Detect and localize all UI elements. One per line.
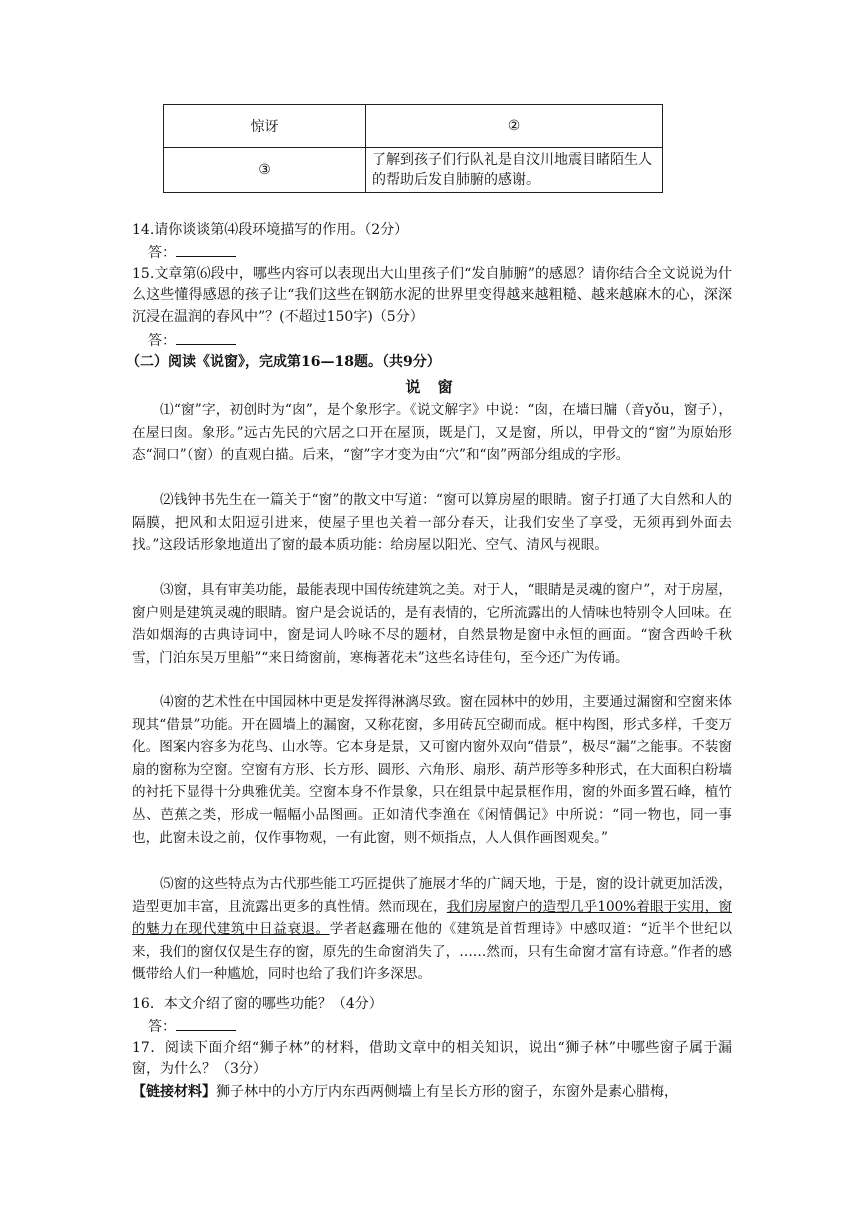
- answer-label: 答：: [148, 333, 176, 349]
- link-material-label: 【链接材料】: [132, 1084, 216, 1100]
- paragraph-5: [132, 873, 732, 986]
- question-16: 16．本文介绍了窗的哪些功能？（4分）: [132, 996, 383, 1012]
- paragraph-3: ⑶窗，具有审美功能，最能表现中国传统建筑之美。对于人，“眼睛是灵魂的窗户”，对于房屋，窗户则是建筑灵魂的眼睛。窗户是会说话的，是有表情的，它所流露出的人情味也特别令人回味。在浩如烟海的古典诗词中，窗是词人吟咏不尽的题材，自然景物是窗中永恒的画面。“窗含西岭千秋雪，门泊东吴万里船”“来日绮窗前，寒梅著花未”这些名诗佳句，至今还广为传诵。: [132, 582, 732, 666]
- table-cell: ③: [164, 148, 366, 193]
- table-row: [164, 105, 663, 148]
- answer-16: [148, 1016, 748, 1038]
- answer-14: [148, 242, 748, 264]
- link-material: [132, 1082, 732, 1103]
- table-cell: 惊讶: [164, 105, 366, 148]
- answer-blank: [176, 330, 236, 345]
- section-heading: （二）阅读《说窗》，完成第16—18题。（共9分）: [126, 354, 441, 370]
- article-title: 说 窗: [405, 378, 459, 396]
- underlined-sentence: 我们房屋窗户的造型几乎100%着眼于实用，窗的魅力在现代建筑中日益衰退。: [132, 898, 732, 938]
- table-cell: 了解到孩子们行队礼是自汶川地震目睹陌生人的帮助后发自肺腑的感谢。: [366, 148, 663, 193]
- link-material-text: 狮子林中的小方厅内东西两侧墙上有呈长方形的窗子，东窗外是素心腊梅，: [216, 1084, 678, 1100]
- table-row: [164, 148, 663, 193]
- answer-blank: [176, 1016, 236, 1031]
- paragraph-5-part-1: ⑸窗的这些特点为古代那些能工巧匠提供了施展才华的广阔天地，于是，窗的设计就更加活泼，造型更加丰富，且流露出更多的真性情。然而现在，: [132, 876, 732, 915]
- question-14: 14.请你谈谈第⑷段环境描写的作用。（2分）: [132, 222, 409, 238]
- paragraph-1: ⑴“窗”字，初创时为“囱”，是个象形字。《说文解字》中说：“囱，在墙曰牖（音yǒu，窗子），在屋曰囱。象形。”远古先民的穴居之口开在屋顶，既是门，又是窗，所以，甲骨文的“窗”为原始形态“洞口”（窗）的直观白描。后来，“窗”字才变为由“穴”和“囱”两部分组成的字形。: [132, 402, 732, 464]
- answer-blank: [176, 242, 236, 257]
- paragraph-4: ⑷窗的艺术性在中国园林中更是发挥得淋漓尽致。窗在园林中的妙用，主要通过漏窗和空窗来体现其“借景”功能。开在圆墙上的漏窗，又称花窗，多用砖瓦空砌而成。框中构图，形式多样，千变万化。图案内容多为花鸟、山水等。它本身是景，又可窗内窗外双向“借景”，极尽“漏”之能事。不装窗扇的窗称为空窗。空窗有方形、长方形、圆形、六角形、扇形、葫芦形等多种形式，在大面积白粉墙的衬托下显得十分典雅优美。空窗本身不作景象，只在组景中起景框作用，窗的外面多置石峰，植竹丛、芭蕉之类，形成一幅幅小品图画。正如清代李渔在《闲情偶记》中所说：“同一物也，同一事也，此窗未设之前，仅作事物观，一有此窗，则不烦指点，人人俱作画图观矣。”: [132, 694, 732, 846]
- paragraph-5-part-2: 学者赵鑫珊在他的《建筑是首哲理诗》中感叹道：“近半个世纪以来，我们的窗仅仅是生存的窗，原先的生命窗消失了，……然而，只有生命窗才富有诗意。”作者的感慨带给人们一种尴尬，同时也给了我们许多深思。: [132, 921, 732, 983]
- paragraph-2: ⑵钱钟书先生在一篇关于“窗”的散文中写道：“窗可以算房屋的眼睛。窗子打通了大自然和人的隔膜，把风和太阳逗引进来，使屋子里也关着一部分春天，让我们安坐了享受，无须再到外面去找。”这段话形象地道出了窗的最本质功能：给房屋以阳光、空气、清风与视眼。: [132, 492, 732, 554]
- answer-15: [148, 330, 748, 352]
- answer-label: 答：: [148, 1019, 176, 1035]
- question-15: 15.文章第⑹段中，哪些内容可以表现出大山里孩子们“发自肺腑”的感恩？请你结合全文说说为什么这些懂得感恩的孩子让“我们这些在钢筋水泥的世界里变得越来越粗糙、越来越麻木的心，深深沉浸在温润的春风中”？(不超过150字)（5分）: [132, 266, 732, 325]
- question-17: 17．阅读下面介绍“狮子林”的材料，借助文章中的相关知识，说出“狮子林”中哪些窗子属于漏窗，为什么？（3分）: [132, 1040, 732, 1078]
- answer-label: 答：: [148, 245, 176, 261]
- table-cell: ②: [366, 105, 663, 148]
- answer-table: [163, 104, 663, 193]
